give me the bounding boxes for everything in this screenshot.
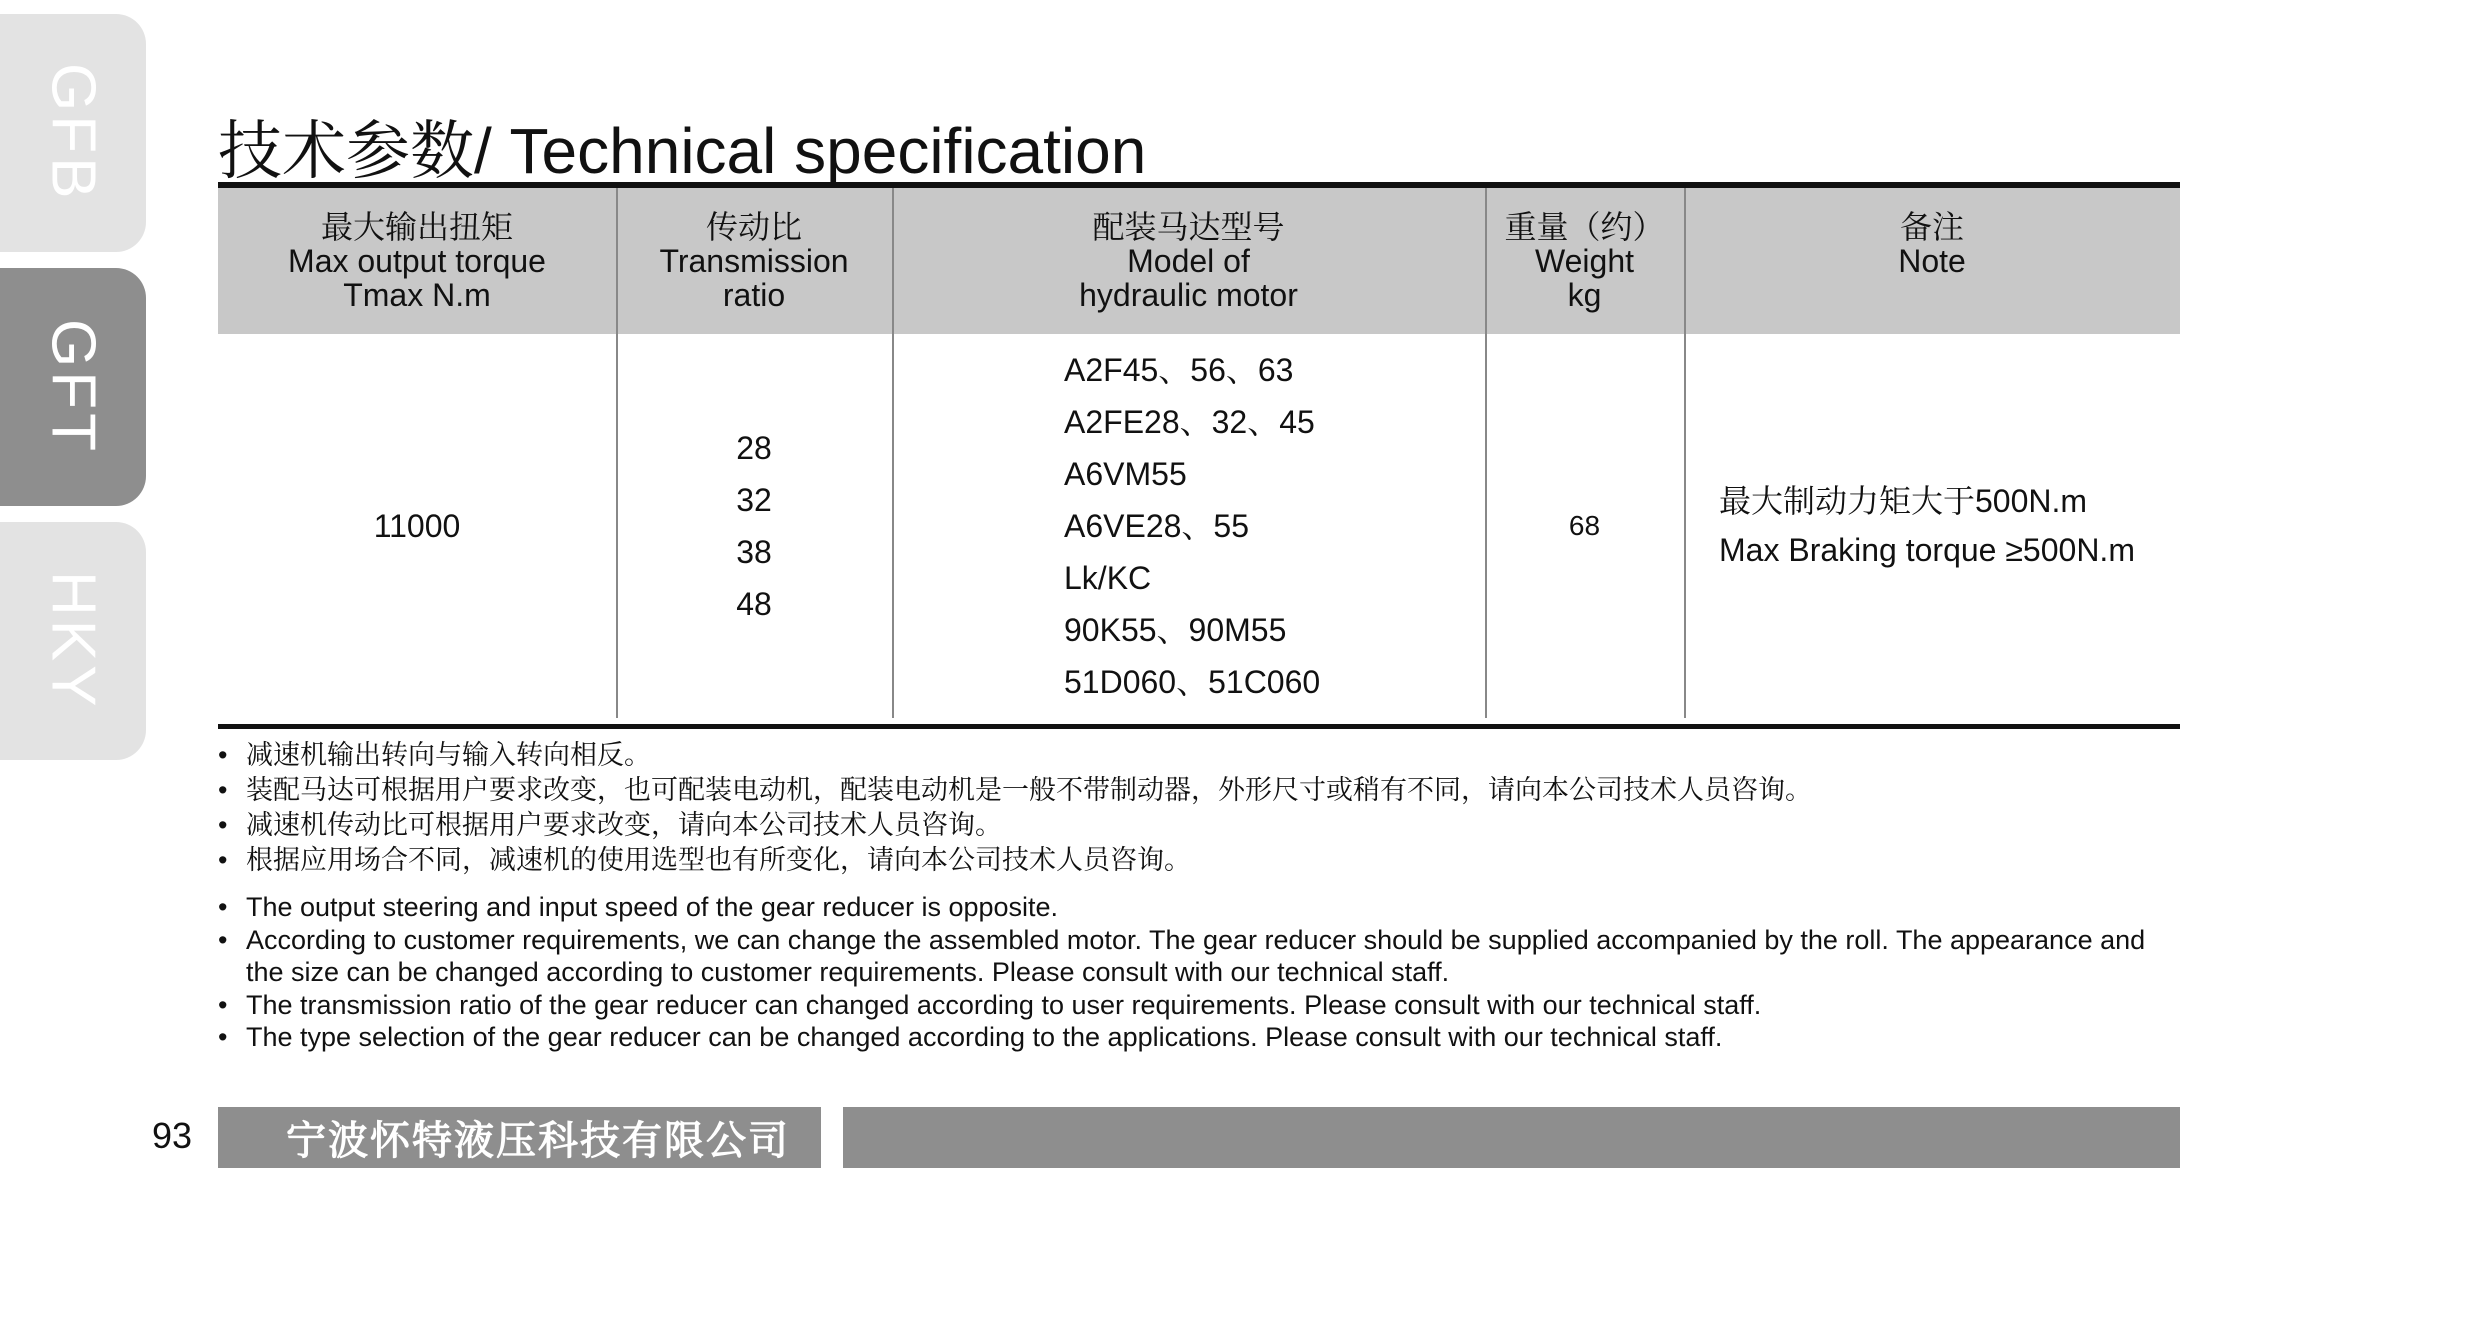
header-line: Tmax N.m (343, 277, 491, 313)
ratio-value: 38 (736, 534, 772, 570)
header-line: 重量（约） (1504, 209, 1665, 245)
side-tab-label: GFT (38, 319, 108, 455)
header-torque (218, 188, 616, 334)
side-tab-gft[interactable] (0, 268, 146, 506)
header-line: Transmission (659, 243, 849, 279)
side-tab-label: GFB (38, 63, 108, 203)
cell-ratio (616, 334, 892, 718)
note-text: The type selection of the gear reducer can be changed according to the applications. Please consult with our technical staff. (246, 1022, 1723, 1052)
list-item (218, 773, 1812, 808)
motor-model: 90K55、90M55 (1064, 612, 1287, 648)
note-text: According to customer requirements, we can change the assembled motor. The gear reducer should be supplied accompanied by the roll. The appearance and the size can be changed according to customer requirements. Please consult with our technical staff. (246, 924, 2146, 987)
notes-english (218, 891, 2180, 1054)
motor-model: A2F45、56、63 (1064, 352, 1294, 388)
header-note (1684, 188, 2180, 334)
cell-note (1719, 334, 2180, 718)
bullet: • (218, 924, 228, 955)
note-line: 最大制动力矩大于500N.m (1719, 483, 2088, 519)
list-item (218, 738, 1812, 773)
note-line: Max Braking torque ≥500N.m (1719, 532, 2135, 568)
side-tab-label: HKY (38, 571, 108, 711)
note-text: 根据应用场合不同，减速机的使用选型也有所变化，请向本公司技术人员咨询。 (246, 845, 1191, 875)
cell-motor (1064, 334, 1485, 718)
ratio-value: 32 (736, 482, 772, 518)
list-item (218, 891, 2180, 924)
header-weight (1485, 188, 1684, 334)
note-text: 减速机输出转向与输入转向相反。 (246, 740, 651, 770)
bullet: • (218, 989, 228, 1020)
header-line: 备注 (1899, 209, 1964, 245)
company-name: 宁波怀特液压科技有限公司 (286, 1117, 790, 1164)
header-line: hydraulic motor (1079, 277, 1298, 313)
footer-company-bar (218, 1107, 821, 1168)
header-line: kg (1567, 277, 1602, 313)
page-number: 93 (152, 1115, 193, 1156)
bullet: • (218, 740, 228, 770)
motor-model: A6VE28、55 (1064, 508, 1250, 544)
note-text: The output steering and input speed of the gear reducer is opposite. (246, 892, 1059, 922)
header-line: 最大输出扭矩 (320, 209, 513, 245)
ratio-value: 28 (736, 430, 772, 466)
list-item (218, 843, 1812, 878)
note-text: 减速机传动比可根据用户要求改变，请向本公司技术人员咨询。 (246, 810, 1002, 840)
bullet: • (218, 810, 228, 840)
header-line: 配装马达型号 (1092, 209, 1285, 245)
header-line: Note (1898, 243, 1966, 279)
list-item (218, 1021, 2180, 1054)
page-title: 技术参数/ Technical specification (218, 115, 1147, 187)
list-item (218, 808, 1812, 843)
header-line: ratio (722, 277, 786, 313)
side-tab-gfb[interactable] (0, 14, 146, 252)
header-line: Weight (1534, 243, 1634, 279)
motor-model: A2FE28、32、45 (1064, 404, 1315, 440)
side-tab-hky[interactable] (0, 522, 146, 760)
list-item (218, 924, 2180, 989)
spec-table (218, 182, 2180, 729)
cell-weight (1485, 334, 1684, 718)
list-item (218, 989, 2180, 1022)
ratio-value: 48 (736, 586, 772, 622)
motor-model: 51D060、51C060 (1064, 664, 1321, 700)
note-text: The transmission ratio of the gear reducer can changed according to user requirements. Please consult with our technical staff. (246, 989, 1762, 1020)
motor-model: Lk/KC (1064, 560, 1152, 596)
footer-bar (843, 1107, 2180, 1168)
header-ratio (616, 188, 892, 334)
torque-value: 11000 (373, 507, 461, 544)
cell-torque (218, 334, 616, 718)
note-text: 装配马达可根据用户要求改变，也可配装电动机，配装电动机是一般不带制动器，外形尺寸或稍有不同，请向本公司技术人员咨询。 (246, 775, 1812, 805)
notes-chinese (218, 738, 1812, 878)
bullet: • (218, 1022, 228, 1052)
header-line: Max output torque (288, 243, 546, 279)
bullet: • (218, 892, 228, 922)
weight-value: 68 (1568, 510, 1601, 541)
bullet: • (218, 845, 228, 875)
header-motor (892, 188, 1485, 334)
header-line: 传动比 (705, 209, 802, 245)
motor-model: A6VM55 (1064, 456, 1187, 492)
header-line: Model of (1127, 243, 1250, 279)
bullet: • (218, 775, 228, 805)
